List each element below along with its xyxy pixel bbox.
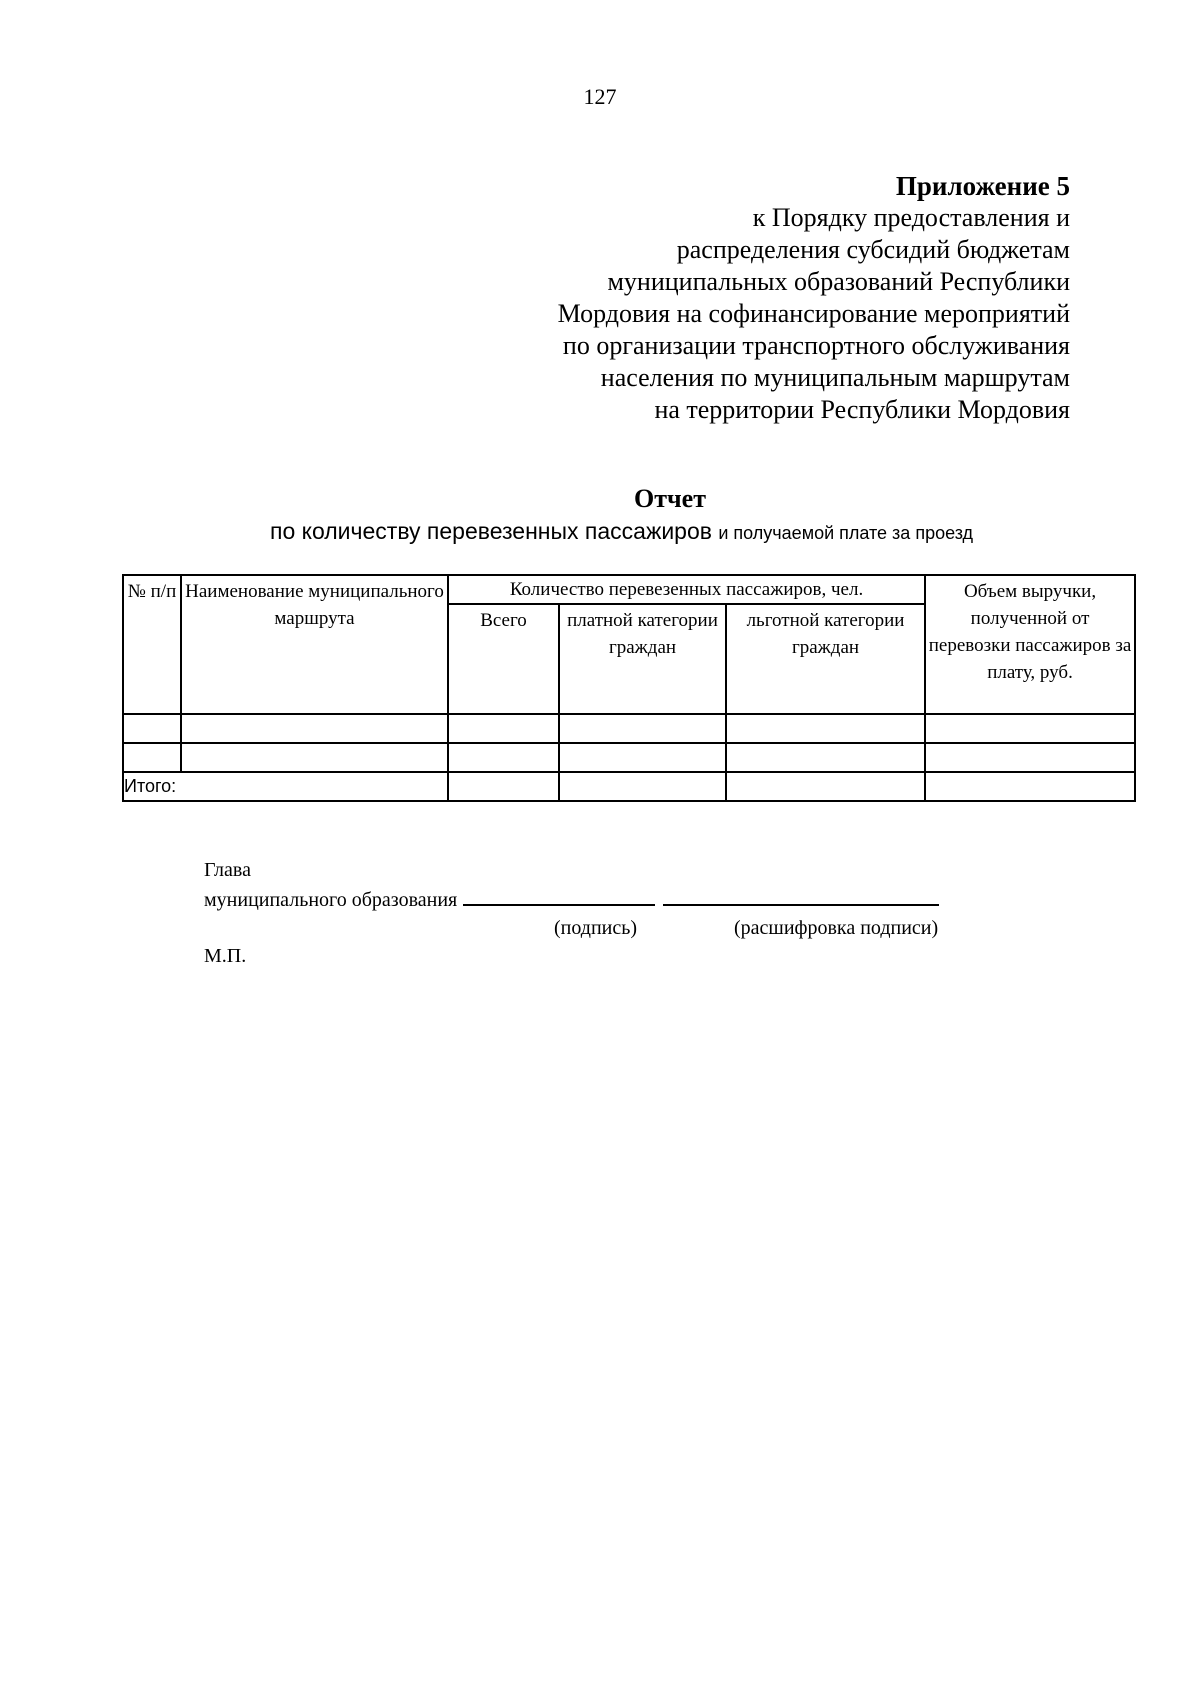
table-cell (726, 772, 925, 801)
report-table (122, 574, 1136, 802)
header-revenue: Объем выручки, полученной от перевозки пассажиров за плату, руб. (925, 575, 1135, 714)
head-label-municipal: муниципального образования (204, 889, 458, 911)
signature-line (463, 884, 655, 906)
table-cell (559, 714, 726, 743)
table-cell (448, 714, 559, 743)
appendix-line: муниципальных образований Республики (607, 267, 1070, 296)
table-row (123, 714, 1135, 743)
appendix-line: к Порядку предоставления и (752, 203, 1070, 232)
signature-decode-caption: (расшифровка подписи) (734, 917, 939, 939)
table-cell (181, 743, 448, 772)
header-total: Всего (448, 604, 559, 714)
appendix-line: Мордовия на софинансирование мероприятий (557, 299, 1070, 328)
appendix-line: населения по муниципальным маршрутам (600, 363, 1070, 392)
signature-row (204, 884, 1024, 914)
table-cell (448, 772, 559, 801)
header-privileged: льготной категории граждан (726, 604, 925, 714)
appendix-header (430, 170, 1070, 426)
page-number: 127 (583, 84, 617, 109)
table-cell (559, 772, 726, 801)
report-subtitle-main: по количеству перевезенных пассажиров (270, 518, 712, 544)
table-cell (925, 714, 1135, 743)
appendix-line: на территории Республики Мордовия (654, 395, 1070, 424)
signature-decode-line (663, 884, 939, 906)
table-cell (181, 714, 448, 743)
table-cell (925, 772, 1135, 801)
header-passengers-group: Количество перевезенных пассажиров, чел. (448, 575, 925, 604)
table-cell (448, 743, 559, 772)
table-cell (726, 714, 925, 743)
table-cell (123, 743, 181, 772)
header-number: № п/п (123, 575, 181, 714)
table-cell (559, 743, 726, 772)
header-paid: платной категории граждан (559, 604, 726, 714)
header-route-name: Наименование муниципального маршрута (181, 575, 448, 714)
table-cell (123, 714, 181, 743)
report-subtitle-small: и получаемой плате за проезд (718, 523, 974, 543)
seal-label: М.П. (204, 945, 247, 967)
appendix-title: Приложение 5 (895, 171, 1070, 201)
total-label: Итого: (123, 772, 448, 801)
appendix-line: по организации транспортного обслуживания (562, 331, 1070, 360)
signature-captions (204, 914, 1024, 942)
table-cell (726, 743, 925, 772)
total-row (123, 772, 1135, 801)
signature-caption: (подпись) (554, 917, 638, 939)
head-label: Глава (204, 859, 251, 881)
table-row (123, 743, 1135, 772)
report-subtitle (270, 518, 1150, 545)
appendix-line: распределения субсидий бюджетам (676, 235, 1070, 264)
report-title: Отчет (634, 484, 706, 513)
table-cell (925, 743, 1135, 772)
signature-block (204, 856, 1024, 970)
